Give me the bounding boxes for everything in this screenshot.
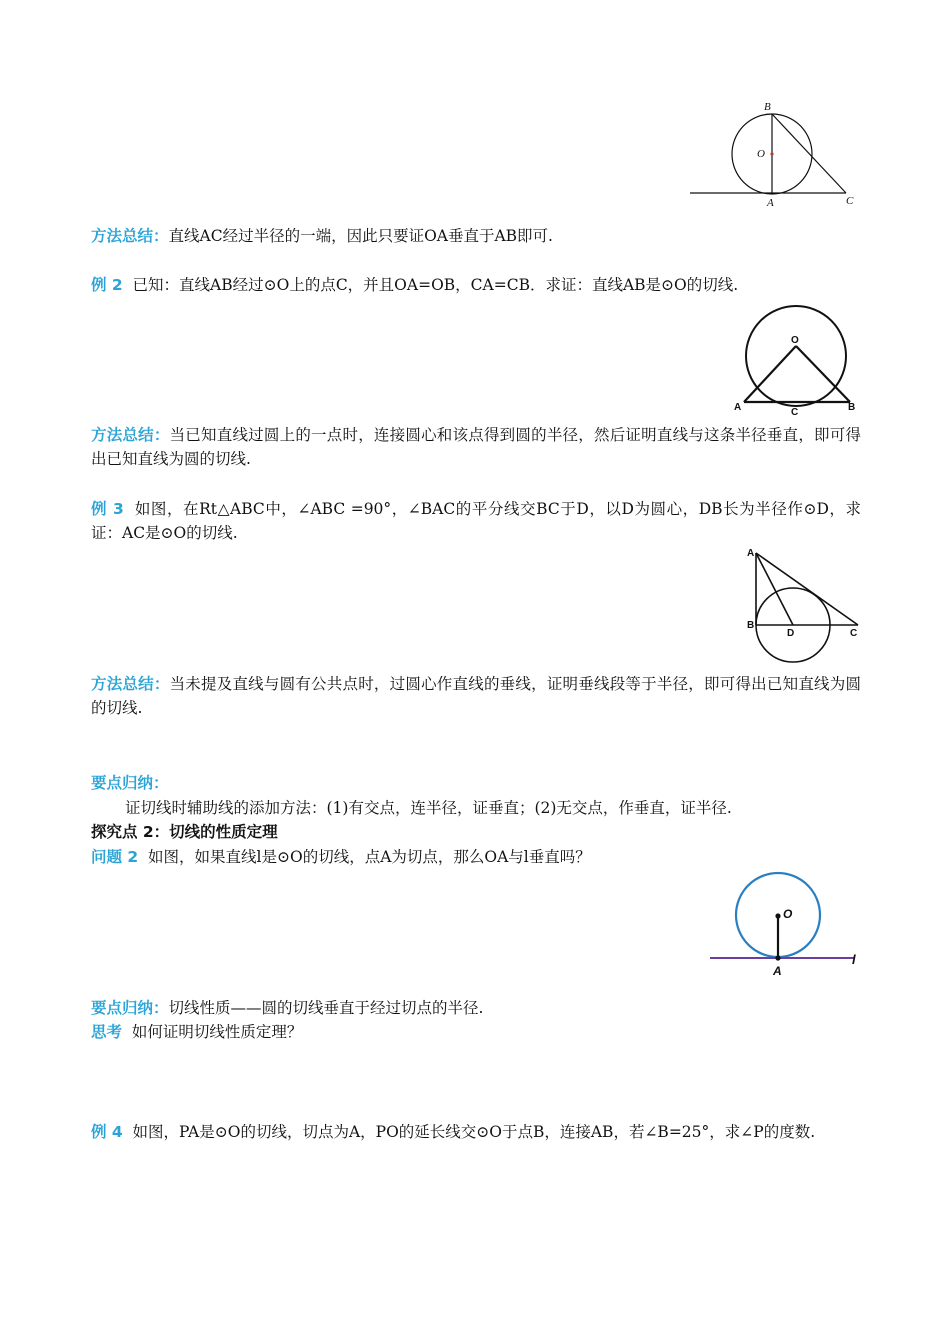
figure-2-isosceles-circle [730,300,870,420]
think-prompt [91,1020,861,1044]
example-2 [91,273,861,297]
key-point-text: 切线性质——圆的切线垂直于经过切点的半径. [168,999,484,1017]
tangent-point-a [775,955,780,960]
method-summary-text: 当未提及直线与圆有公共点时，过圆心作直线的垂线，证明垂线段等于半径，即可得出已知直线为圆的切线. [91,675,861,717]
key-point-label: 要点归纳： [91,999,169,1017]
label-a: A [773,964,782,978]
label-c: C [791,407,799,418]
center-point-o [775,913,780,918]
method-summary-2 [91,423,861,471]
method-summary-3 [91,672,861,720]
label-c: C [846,195,854,207]
key-point-summary-2 [91,996,861,1020]
method-summary-label: 方法总结： [91,227,169,245]
example-label: 例 3 [91,500,124,518]
method-summary-label: 方法总结： [91,675,170,693]
label-o: O [791,335,799,346]
center-point-o [770,152,773,155]
think-label: 思考 [91,1023,123,1041]
label-b: B [764,101,771,113]
question-text: 如图，如果直线l是⊙O的切线，点A为切点，那么OA与l垂直吗？ [148,848,591,866]
section-heading-explore-2: 探究点 2：切线的性质定理 [91,823,278,841]
method-summary-text: 当已知直线过圆上的一点时，连接圆心和该点得到圆的半径，然后证明直线与这条半径垂直，即可得出已知直线为圆的切线. [91,426,861,468]
label-a: A [767,197,774,209]
label-o: O [783,907,793,921]
label-a: A [734,402,742,413]
label-b: B [747,620,755,631]
figure-4-tangent-line-circle [708,866,868,984]
label-b: B [848,402,856,413]
label-l: l [852,952,856,967]
key-point-summary-1 [91,771,861,795]
segment-ac [756,553,858,625]
segment-oa [744,346,796,402]
figure-3-right-triangle-circle [742,545,872,667]
example-label: 例 4 [91,1123,123,1141]
label-o: O [757,148,765,160]
key-point-text-1: 证切线时辅助线的添加方法：(1)有交点，连半径，证垂直；(2)无交点，作垂直，证半径. [125,799,732,817]
method-summary-text: 直线AC经过半径的一端，因此只要证OA垂直于AB即可. [168,227,553,245]
key-point-label: 要点归纳： [91,774,169,792]
figure-1-tangent-diagram [688,96,868,212]
question-label: 问题 2 [91,848,139,866]
think-text: 如何证明切线性质定理？ [131,1023,303,1041]
example-text: 如图，在Rt△ABC中，∠ABC =90°，∠BAC的平分线交BC于D，以D为圆心，DB长为半径作⊙D，求证：AC是⊙O的切线. [91,500,862,542]
example-text: 如图，PA是⊙O的切线，切点为A，PO的延长线交⊙O于点B，连接AB，若∠B=25°，求∠P的度数. [132,1123,816,1141]
segment-bc [772,114,846,193]
example-text: 已知：直线AB经过⊙O上的点C，并且OA=OB，CA=CB．求证：直线AB是⊙O的切线. [132,276,739,294]
circle-o [746,306,846,406]
label-d: D [787,628,795,639]
example-4 [91,1120,861,1144]
method-summary-label: 方法总结： [91,426,170,444]
example-3 [91,497,861,545]
label-a: A [747,548,755,559]
method-summary-1 [91,224,861,248]
example-label: 例 2 [91,276,123,294]
label-c: C [850,628,858,639]
